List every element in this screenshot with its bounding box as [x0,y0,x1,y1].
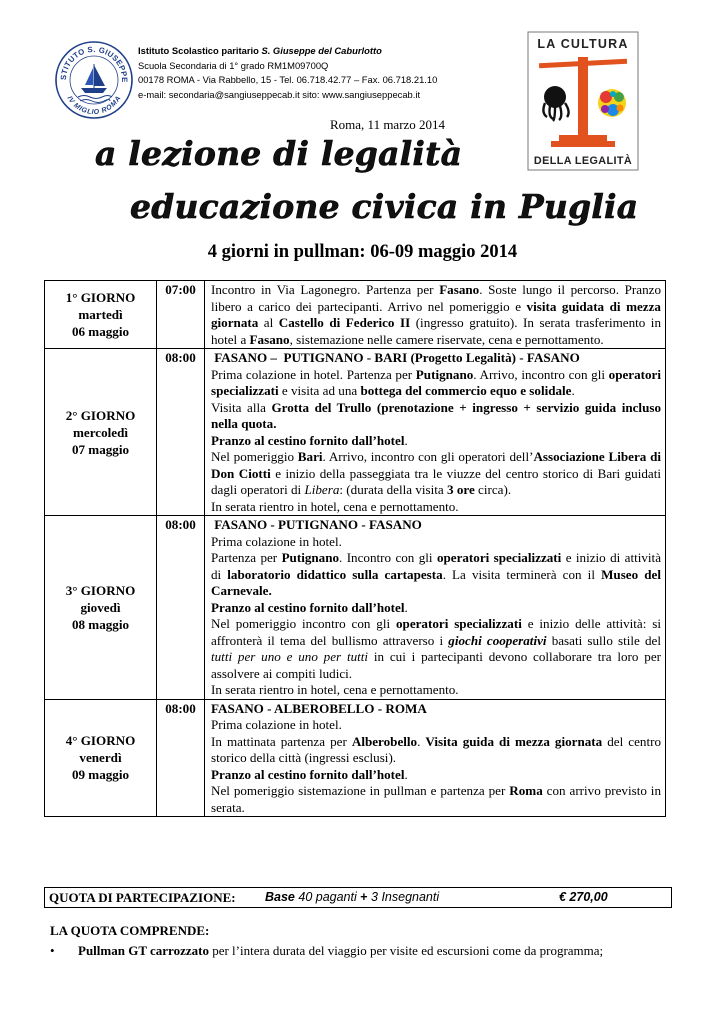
includes-item-text: per l’intera durata del viaggio per visite ed escursioni come da programma; [208,943,604,958]
description-paragraph [211,282,661,348]
text-segment: in cui i partecipanti devono collaborare tra loro per assolvere ai compiti ludici. [211,649,661,681]
seal-text-bottom: IV MIGLIO ROMA [65,95,123,117]
description-paragraph [211,550,661,600]
fee-paying: 40 paganti [294,890,361,904]
day-date: 06 maggio [71,324,130,339]
itinerary-row [45,699,666,817]
text-segment: . [404,766,408,782]
text-segment: In serata rientro in hotel, cena e pernottamento. [211,682,459,697]
description-paragraph [211,616,661,682]
text-segment: Fasano [439,282,480,297]
itinerary-row [45,349,666,516]
description-paragraph [211,767,661,784]
day-cell [45,349,157,516]
day-route-heading: FASANO - PUTIGNANO - FASANO [211,517,422,532]
text-segment: e inizio di attività di [211,550,662,582]
fee-teachers: 3 Insegnanti [367,890,440,904]
text-segment: In serata rientro in hotel, cena e pernottamento. [211,498,459,514]
description-paragraph [211,499,661,516]
fee-box [44,887,672,908]
description-paragraph [211,783,661,816]
text-segment: Putignano [281,550,340,565]
text-segment: Prima colazione in hotel. [211,533,342,549]
text-segment: . [404,432,408,448]
text-segment: tutti per uno e uno per tutti [211,649,369,664]
text-segment: e inizio della passeggiata tra le viuzze del centro storico di Bari guidati dagli operatori di [211,465,661,497]
main-title: a lezione di legalità [95,134,463,173]
logo-text-top: LA CULTURA [537,37,629,51]
fee-detail [265,888,439,907]
secondary-title: educazione civica in Puglia [130,187,639,226]
day-weekday: giovedì [80,599,121,615]
includes-list [50,943,680,959]
time-cell: 08:00 [157,516,205,700]
fee-price: € 270,00 [559,890,608,904]
text-segment: Grotta del Trullo (prenotazione + ingresso + servizio guida incluso nella quota. [211,399,661,431]
itinerary-row [45,281,666,349]
text-segment: Visita alla [211,399,272,415]
seal-text-top: STITUTO S. GIUSEPPE [58,44,130,83]
fee-base-label: Base [265,890,295,904]
description-paragraph [211,449,661,499]
text-segment: : (durata della visita [339,482,447,497]
text-segment: Pranzo al cestino fornito dall’hotel [211,599,405,615]
fee-label: QUOTA DI PARTECIPAZIONE: [49,890,236,905]
description-paragraph [211,600,661,617]
day-route-heading: FASANO - ALBEROBELLO - ROMA [211,700,427,716]
school-address: 00178 ROMA - Via Rabbello, 15 - Tel. 06.718.42.77 – Fax. 06.718.21.10 [138,74,438,86]
text-segment: Pranzo al cestino fornito dall’hotel [211,766,405,782]
description-cell [205,516,666,700]
includes-item-bold: Pullman GT carrozzato [78,943,209,958]
text-segment: Prima colazione in hotel. Partenza per [211,366,416,382]
text-segment: . La visita terminerà con il [442,566,602,582]
text-segment: circa). [474,482,512,497]
time-cell: 08:00 [157,699,205,817]
text-segment: operatori specializzati [395,616,522,631]
text-segment: Putignano [415,366,474,382]
school-letterhead [138,44,518,102]
text-segment: del centro storico della città (ingressi esclusi). [211,733,662,765]
text-segment: Nel pomeriggio incontro con gli [211,616,396,631]
text-segment: basati sullo stile del [546,632,661,648]
text-segment: giochi cooperativi [448,632,547,648]
day-cell [45,516,157,700]
text-segment: Partenza per [211,550,282,565]
description-paragraph [211,682,661,699]
text-segment: operatori specializzati [211,366,661,398]
text-segment: con arrivo previsto in serata. [211,783,661,815]
day-label: 3° GIORNO [65,582,136,598]
school-seal-logo [54,40,134,120]
text-segment: Nel pomeriggio sistemazione in pullman e partenza per [211,783,510,798]
time-cell: 07:00 [157,281,205,349]
day-weekday: mercoledì [72,424,129,440]
day-weekday: martedì [78,307,123,322]
day-date: 09 maggio [71,767,130,783]
day-cell [45,281,157,349]
day-date: 07 maggio [71,441,130,457]
text-segment: Associazione Libera di Don Ciotti [211,449,661,481]
text-segment: . Soste lungo il percorso. Pranzo libero a carico dei partecipanti. Arrivo nel pomeriggio e [211,282,661,314]
itinerary-row [45,516,666,700]
trip-subtitle: 4 giorni in pullman: 06-09 maggio 2014 [207,242,518,262]
description-paragraph [211,734,661,767]
school-contacts: e-mail: secondaria@sangiuseppecab.it sito: www.sangiuseppecab.it [138,88,421,100]
text-segment: visita guidata di mezza giornata [211,298,661,330]
day-weekday: venerdì [79,750,122,766]
text-segment: Incontro in Via Lagonegro. Partenza per [211,282,440,297]
text-segment: . Arrivo, incontro con gli [473,366,609,382]
text-segment: Castello di Federico II [278,315,411,330]
text-segment: (ingresso gratuito). In serata trasferimento in hotel a [211,315,661,347]
text-segment: laboratorio didattico sulla cartapesta [227,566,443,582]
text-segment: 3 ore [447,482,475,497]
text-segment: . [571,383,575,398]
itinerary-table [44,280,666,817]
text-segment: . [417,733,426,749]
school-name: Istituto Scolastico paritario S. Giuseppe del Caburlotto [138,45,382,56]
description-paragraph [211,717,661,734]
time-cell: 08:00 [157,349,205,516]
text-segment: , sistemazione nelle camere riservate, cena e pernottamento. [289,331,604,347]
logo-text-bottom: DELLA LEGALITÀ [533,155,633,167]
fee-plus: + [360,890,368,904]
bullet-icon: • [50,943,55,958]
text-segment: Bari [297,449,323,464]
includes-item [50,943,680,959]
text-segment: Alberobello [351,733,418,749]
school-grade-code: Scuola Secondaria di 1° grado RM1M09700Q [138,59,329,71]
document-date: Roma, 11 marzo 2014 [330,117,446,132]
description-paragraph [211,433,661,450]
description-cell [205,699,666,817]
text-segment: Libera [304,482,340,497]
text-segment: . [404,599,408,615]
text-segment: bottega del commercio equo e solidale [360,383,572,398]
text-segment: . Incontro con gli [339,550,437,565]
text-segment: Fasano [249,331,290,347]
day-route-heading: FASANO – PUTIGNANO - BARI (Progetto Legalità) - FASANO [211,350,580,365]
includes-heading: LA QUOTA COMPRENDE: [50,923,210,938]
description-cell [205,281,666,349]
description-cell [205,349,666,516]
text-segment: Nel pomeriggio [211,449,298,464]
text-segment: al [258,315,279,330]
text-segment: Prima colazione in hotel. [211,717,342,732]
cultura-legalita-logo [527,31,639,171]
text-segment: e inizio delle attività: si affronterà il tema del bullismo attraverso i [211,616,661,648]
day-label: 2° GIORNO [65,407,136,423]
text-segment: Pranzo al cestino fornito dall’hotel [211,432,405,448]
text-segment: e visita ad una [278,383,361,398]
text-segment: In mattinata partenza per [211,733,352,749]
text-segment: Museo del Carnevale. [211,566,661,598]
text-segment: . Arrivo, incontro con gli operatori dell’ [322,449,534,464]
description-paragraph [211,400,661,433]
text-segment: operatori specializzati [436,550,562,565]
description-paragraph [211,534,661,551]
day-date: 08 maggio [71,616,130,632]
text-segment: Roma [509,783,543,798]
day-label: 4° GIORNO [65,733,136,749]
day-cell [45,699,157,817]
description-paragraph [211,367,661,400]
day-label: 1° GIORNO [65,290,136,305]
text-segment: Visita guida di mezza giornata [425,733,603,749]
